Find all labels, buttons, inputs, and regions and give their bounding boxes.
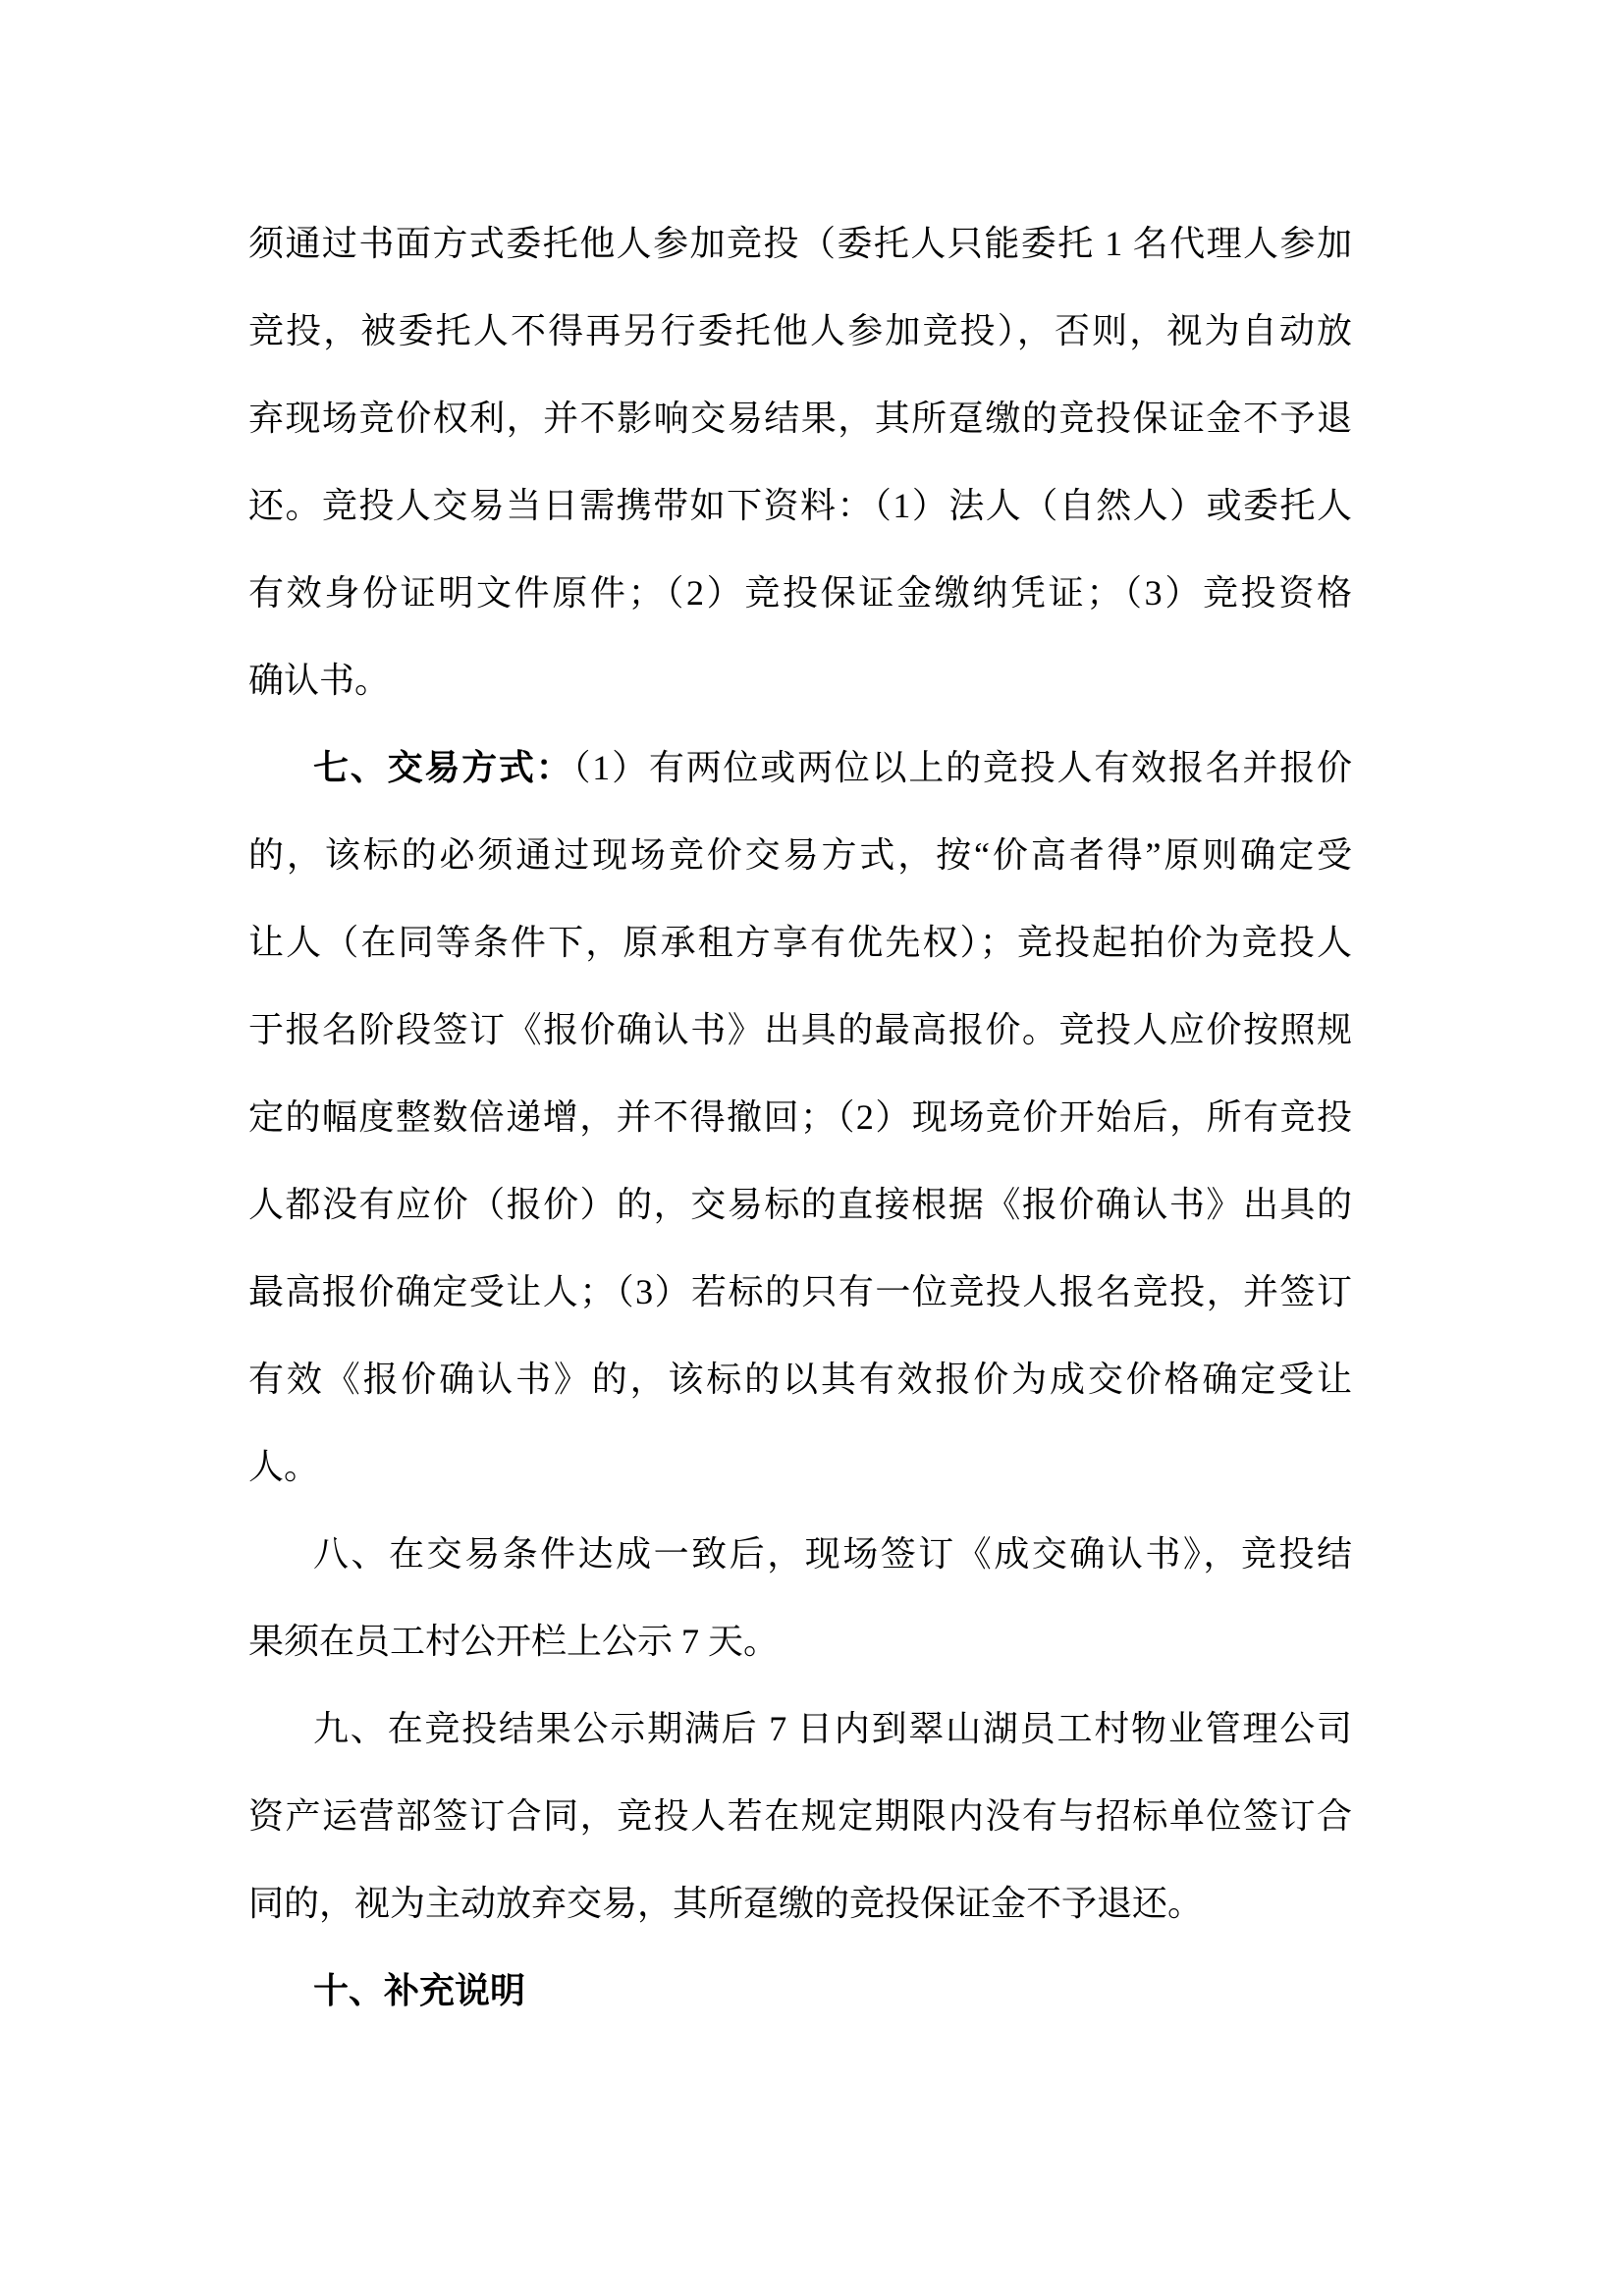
paragraph-clause-7 xyxy=(248,724,1352,1511)
text-line: 果须在员工村公开栏上公示 7 天。 xyxy=(248,1622,780,1661)
text-line: 的，该标的必须通过现场竞价交易方式，按“价高者得”原则确定受 xyxy=(248,835,1352,875)
text-line: 弃现场竞价权利，并不影响交易结果，其所趸缴的竞投保证金不予退 xyxy=(248,399,1352,438)
document-text-block xyxy=(248,200,1352,2035)
text-line: 于报名阶段签订《报价确认书》出具的最高报价。竞投人应价按照规 xyxy=(248,1010,1352,1049)
paragraph-clause-8 xyxy=(248,1511,1352,1685)
text-line: 人都没有应价（报价）的，交易标的直接根据《报价确认书》出具的 xyxy=(248,1185,1352,1224)
text-line: 有效身份证明文件原件；（2）竞投保证金缴纳凭证；（3）竞投资格 xyxy=(248,573,1352,613)
text-line: 人。 xyxy=(248,1447,320,1486)
clause-heading: 七、交易方式： xyxy=(313,748,573,787)
clause-heading: 十、补充说明 xyxy=(313,1971,526,2010)
text-line: 九、在竞投结果公示期满后 7 日内到翠山湖员工村物业管理公司 xyxy=(313,1709,1352,1748)
text-line xyxy=(248,724,1352,812)
text-line: 资产运营部签订合同，竞投人若在规定期限内没有与招标单位签订合 xyxy=(248,1796,1352,1836)
paragraph-clause-6-continuation xyxy=(248,200,1352,724)
paragraph-clause-9 xyxy=(248,1685,1352,1948)
text-line: 最高报价确定受让人；（3）若标的只有一位竞投人报名竞投，并签订 xyxy=(248,1272,1352,1311)
text-line: 定的幅度整数倍递增，并不得撤回；（2）现场竞价开始后，所有竞投 xyxy=(248,1097,1352,1137)
text-line xyxy=(248,1948,1352,2035)
text-line: 有效《报价确认书》的，该标的以其有效报价为成交价格确定受让 xyxy=(248,1360,1352,1399)
text-line: 确认书。 xyxy=(248,661,391,700)
text-line: 同的，视为主动放弃交易，其所趸缴的竞投保证金不予退还。 xyxy=(248,1884,1204,1923)
paragraph-clause-10 xyxy=(248,1948,1352,2035)
text-run: （1）有两位或两位以上的竞投人有效报名并报价 xyxy=(572,748,1352,787)
text-line: 还。竞投人交易当日需携带如下资料：（1）法人（自然人）或委托人 xyxy=(248,486,1352,525)
text-line: 让人（在同等条件下，原承租方享有优先权）；竞投起拍价为竞投人 xyxy=(248,923,1352,962)
text-line: 须通过书面方式委托他人参加竞投（委托人只能委托 1 名代理人参加 xyxy=(248,224,1352,263)
text-line: 竞投，被委托人不得再另行委托他人参加竞投），否则，视为自动放 xyxy=(248,311,1352,350)
text-line: 八、在交易条件达成一致后，现场签订《成交确认书》，竞投结 xyxy=(313,1534,1352,1574)
